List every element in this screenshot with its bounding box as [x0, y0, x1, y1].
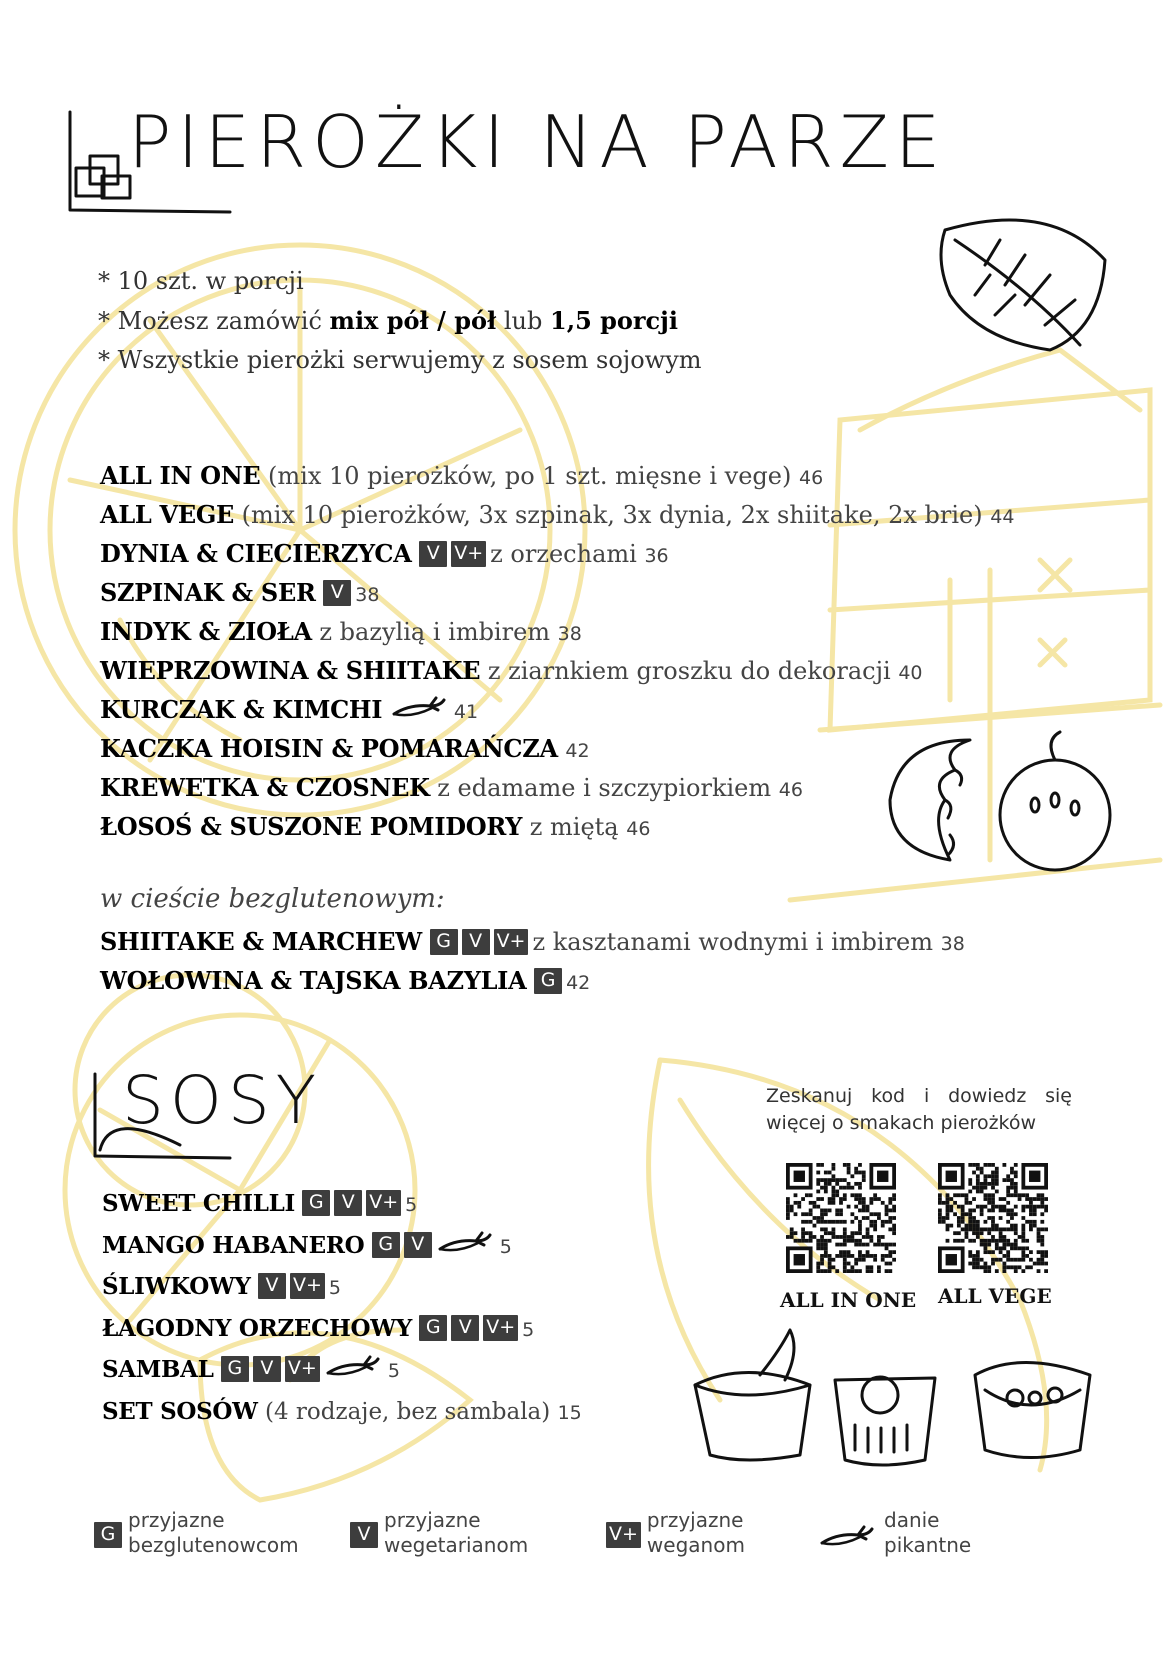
- list-item: SAMBAL G V V+ 5: [102, 1356, 400, 1383]
- gluten-free-badge: G: [372, 1232, 400, 1258]
- legend-gluten-free: G przyjazne bezglutenowcom: [94, 1508, 299, 1558]
- dumpling-list: [100, 456, 1014, 846]
- gluten-free-list: [100, 922, 965, 1000]
- vegan-badge: V+: [606, 1522, 641, 1548]
- list-item: SHIITAKE & MARCHEW G V V+ z kasztanami wodnymi i imbirem 38: [100, 927, 965, 956]
- vegan-badge: V+: [451, 541, 486, 567]
- legend-spicy: danie pikantne: [818, 1508, 971, 1558]
- qr-code-icon[interactable]: [938, 1163, 1048, 1273]
- vegan-badge: V+: [290, 1273, 325, 1299]
- list-item: MANGO HABANERO G V 5: [102, 1231, 512, 1259]
- chili-icon: [390, 696, 450, 720]
- chili-icon: [436, 1231, 496, 1255]
- qr-label-all-vege: ALL VEGE: [938, 1284, 1052, 1308]
- note-portion: * 10 szt. w porcji: [98, 267, 304, 295]
- notes: [98, 262, 702, 380]
- vegetarian-badge: V: [258, 1273, 286, 1299]
- list-item: SET SOSÓW (4 rodzaje, bez sambala) 15: [102, 1397, 582, 1425]
- vegetarian-badge: V: [419, 541, 447, 567]
- gluten-free-badge: G: [221, 1356, 249, 1382]
- list-item: ALL VEGE (mix 10 pierożków, 3x szpinak, 3x dynia, 2x shiitake, 2x brie) 44: [100, 500, 1015, 529]
- vegan-badge: V+: [494, 929, 529, 955]
- list-item: INDYK & ZIOŁA z bazylią i imbirem 38: [100, 617, 582, 646]
- legend-vegan: V+ przyjazne weganom: [606, 1508, 745, 1558]
- vegetarian-badge: V: [451, 1315, 479, 1341]
- gluten-free-badge: G: [94, 1522, 122, 1548]
- list-item: WIEPRZOWINA & SHIITAKE z ziarnkiem groszku do dekoracji 40: [100, 656, 923, 685]
- vegan-badge: V+: [285, 1356, 320, 1382]
- qr-all-vege[interactable]: [938, 1163, 1048, 1277]
- gluten-free-badge: G: [534, 968, 562, 994]
- vegan-badge: V+: [483, 1315, 518, 1341]
- page-title: PIEROŻKI NA PARZE: [128, 100, 947, 184]
- gluten-free-heading: w cieście bezglutenowym:: [100, 884, 445, 914]
- list-item: KREWETKA & CZOSNEK z edamame i szczypiorkiem 46: [100, 773, 803, 802]
- note-soy: * Wszystkie pierożki serwujemy z sosem sojowym: [98, 346, 702, 374]
- vegetarian-badge: V: [350, 1522, 378, 1548]
- qr-all-in-one[interactable]: [786, 1163, 896, 1277]
- sauces-list: [102, 1183, 582, 1432]
- sauces-title: SOSY: [122, 1062, 323, 1139]
- list-item: SZPINAK & SER V 38: [100, 578, 380, 607]
- legend-vegetarian: V przyjazne wegetarianom: [350, 1508, 528, 1558]
- vegetarian-badge: V: [404, 1232, 432, 1258]
- list-item: SWEET CHILLI G V V+ 5: [102, 1190, 418, 1217]
- gluten-free-badge: G: [302, 1190, 330, 1216]
- vegetarian-badge: V: [323, 580, 351, 606]
- list-item: ŚLIWKOWY V V+ 5: [102, 1273, 341, 1300]
- list-item: KURCZAK & KIMCHI 41: [100, 695, 479, 724]
- qr-label-all-in-one: ALL IN ONE: [780, 1288, 917, 1312]
- vegetarian-badge: V: [334, 1190, 362, 1216]
- list-item: ŁOSOŚ & SUSZONE POMIDORY z miętą 46: [100, 812, 651, 841]
- gluten-free-badge: G: [419, 1315, 447, 1341]
- list-item: ŁAGODNY ORZECHOWY G V V+ 5: [102, 1314, 535, 1342]
- vegan-badge: V+: [366, 1190, 401, 1216]
- chili-icon: [324, 1355, 384, 1379]
- list-item: DYNIA & CIECIERZYCA V V+ z orzechami 36: [100, 539, 669, 568]
- qr-caption: Zeskanuj kod i dowiedz się więcej o smakach pierożków: [766, 1085, 1072, 1134]
- list-item: WOŁOWINA & TAJSKA BAZYLIA G 42: [100, 966, 591, 995]
- list-item: KACZKA HOISIN & POMARAŃCZA 42: [100, 734, 590, 763]
- gluten-free-badge: G: [430, 929, 458, 955]
- note-mix: * Możesz zamówić mix pół / pół lub 1,5 porcji: [98, 306, 678, 335]
- qr-code-icon[interactable]: [786, 1163, 896, 1273]
- list-item: ALL IN ONE (mix 10 pierożków, po 1 szt. mięsne i vege) 46: [100, 461, 824, 490]
- chili-icon: [818, 1522, 878, 1552]
- vegetarian-badge: V: [253, 1356, 281, 1382]
- vegetarian-badge: V: [462, 929, 490, 955]
